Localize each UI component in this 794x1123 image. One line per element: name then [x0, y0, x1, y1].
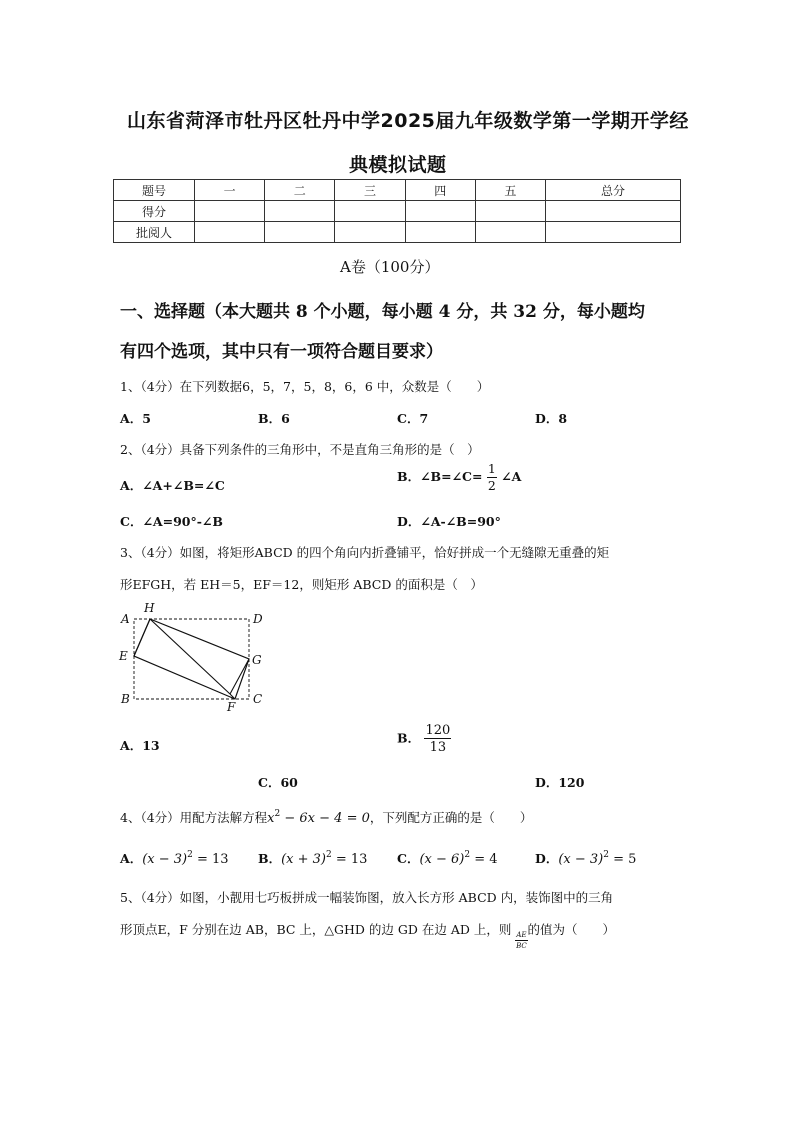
math-exponent: 2	[187, 850, 193, 860]
score-cell[interactable]	[546, 222, 681, 243]
math-exponent: 2	[325, 850, 332, 860]
option-b-prefix: B．	[397, 730, 421, 746]
option-b-suffix: ∠A	[501, 469, 522, 484]
question-1-option-d[interactable]: D．8	[535, 411, 568, 426]
option-math	[558, 852, 636, 867]
math-rhs: = 4	[470, 852, 498, 867]
rectangle-efgh	[134, 619, 249, 699]
table-header-cell: 五	[475, 180, 545, 201]
label-b: B	[121, 692, 130, 706]
label-a: A	[121, 612, 130, 626]
question-5-line2-prefix: 形顶点E，F 分别在边 AB，BC 上，△GHD 的边 GD 在边 AD 上，则	[120, 922, 512, 937]
table-row	[114, 201, 681, 222]
label-g: G	[252, 653, 262, 667]
rectangle-fold-figure	[112, 598, 272, 718]
section-heading-line1: 一、选择题（本大题共 8 个小题，每小题 4 分，共 32 分，每小题均	[120, 302, 645, 322]
volume-heading: A卷（100分）	[340, 258, 440, 276]
label-f: F	[227, 700, 236, 714]
option-label: D．	[535, 851, 559, 866]
question-2-stem: 2、（4分）具备下列条件的三角形中，不是直角三角形的是（ ）	[120, 442, 480, 457]
row-label: 批阅人	[114, 222, 195, 243]
option-math	[419, 852, 497, 867]
question-3-option-b[interactable]	[397, 724, 451, 754]
exam-title-line2: 典模拟试题	[349, 154, 447, 176]
score-cell[interactable]	[195, 222, 265, 243]
label-h: H	[144, 601, 155, 615]
score-cell[interactable]	[335, 222, 405, 243]
score-table-header-row	[114, 180, 681, 201]
math-rhs: = 5	[608, 852, 637, 867]
math-rhs: = 13	[192, 852, 229, 867]
score-cell[interactable]	[475, 222, 545, 243]
table-row	[114, 222, 681, 243]
question-4-option-b[interactable]	[258, 849, 367, 867]
question-2-option-a[interactable]: A．∠A+∠B=∠C	[120, 478, 225, 493]
equation-base: x	[267, 811, 275, 826]
math-exponent: 2	[603, 850, 609, 860]
option-math	[142, 852, 228, 867]
score-cell[interactable]	[475, 201, 545, 222]
fraction-120-over-13	[424, 724, 451, 754]
equation-rest: − 6x − 4 = 0	[280, 811, 370, 826]
question-1-option-b[interactable]: B．6	[258, 411, 290, 426]
table-header-cell: 四	[405, 180, 475, 201]
label-c: C	[253, 692, 263, 706]
option-label: B．	[258, 851, 282, 866]
question-3-option-c[interactable]: C．60	[258, 775, 298, 790]
question-4-option-a[interactable]	[120, 849, 229, 867]
table-header-cell: 三	[335, 180, 405, 201]
table-header-cell: 二	[265, 180, 335, 201]
math-base: (x + 3)	[281, 852, 326, 867]
score-cell[interactable]	[335, 201, 405, 222]
question-5-stem-line1: 5、（4分）如图，小靓用七巧板拼成一幅装饰图，放入长方形 ABCD 内，装饰图中的三角	[120, 890, 614, 905]
score-cell[interactable]	[265, 222, 335, 243]
question-3-option-d[interactable]: D．120	[535, 775, 585, 790]
section-heading-line2: 有四个选项，其中只有一项符合题目要求）	[120, 342, 443, 362]
question-1-option-a[interactable]: A．5	[120, 411, 151, 426]
score-cell[interactable]	[405, 222, 475, 243]
fraction-denominator: 2	[487, 477, 496, 493]
fold-line	[150, 619, 230, 694]
option-label: C．	[397, 851, 420, 866]
label-e: E	[119, 649, 128, 663]
option-label: A．	[120, 851, 143, 866]
equation-exponent: 2	[274, 809, 281, 819]
score-cell[interactable]	[195, 201, 265, 222]
question-2-option-c[interactable]: C．∠A=90°-∠B	[120, 514, 223, 529]
question-4-option-c[interactable]	[397, 849, 498, 867]
math-base: (x − 3)	[142, 852, 188, 867]
fold-line	[134, 619, 150, 656]
fraction-numerator: 120	[425, 723, 451, 738]
score-cell[interactable]	[546, 201, 681, 222]
option-b-prefix: B．∠B=∠C=	[397, 469, 483, 484]
table-header-cell: 一	[195, 180, 265, 201]
fraction-ae-over-bc	[515, 932, 527, 950]
score-table	[113, 179, 681, 243]
question-2-option-d[interactable]: D．∠A-∠B=90°	[397, 514, 501, 529]
question-1-stem: 1、（4分）在下列数据6，5，7，5，8，6，6 中，众数是（ ）	[120, 379, 490, 394]
exam-title-line1: 山东省菏泽市牡丹区牡丹中学2025届九年级数学第一学期开学经	[127, 110, 689, 132]
math-base: (x − 6)	[419, 852, 465, 867]
question-5-line2-suffix: 的值为（ ）	[527, 922, 616, 937]
question-4-prefix: 4、（4分）用配方法解方程	[120, 810, 268, 825]
fraction-numerator: AE	[516, 931, 527, 939]
question-3-stem-line2: 形EFGH，若 EH＝5，EF＝12，则矩形 ABCD 的面积是（ ）	[120, 577, 483, 592]
math-base: (x − 3)	[558, 852, 604, 867]
fraction-numerator: 1	[487, 461, 496, 476]
score-cell[interactable]	[265, 201, 335, 222]
question-5-stem-line2	[120, 920, 615, 950]
math-exponent: 2	[464, 850, 471, 860]
rectangle-abcd	[134, 619, 249, 699]
equation	[267, 811, 370, 826]
label-d: D	[253, 612, 263, 626]
table-header-cell: 总分	[546, 180, 681, 201]
fraction-denominator: BC	[516, 942, 527, 950]
question-2-option-b[interactable]	[397, 463, 521, 492]
question-4-option-d[interactable]	[535, 849, 636, 867]
option-math	[281, 852, 367, 867]
question-4-stem	[120, 808, 532, 826]
question-3-stem-line1: 3、（4分）如图，将矩形ABCD 的四个角向内折叠铺平，恰好拼成一个无缝隙无重叠的矩	[120, 545, 610, 560]
score-cell[interactable]	[405, 201, 475, 222]
question-1-option-c[interactable]: C．7	[397, 411, 429, 426]
fraction-one-half	[487, 463, 497, 492]
question-3-option-a[interactable]: A．13	[120, 738, 160, 753]
math-rhs: = 13	[331, 852, 368, 867]
row-label: 得分	[114, 201, 195, 222]
table-header-cell: 题号	[114, 180, 195, 201]
fraction-denominator: 13	[429, 740, 447, 755]
question-4-suffix: ，下列配方正确的是（ ）	[369, 810, 533, 825]
fold-line	[230, 659, 249, 694]
